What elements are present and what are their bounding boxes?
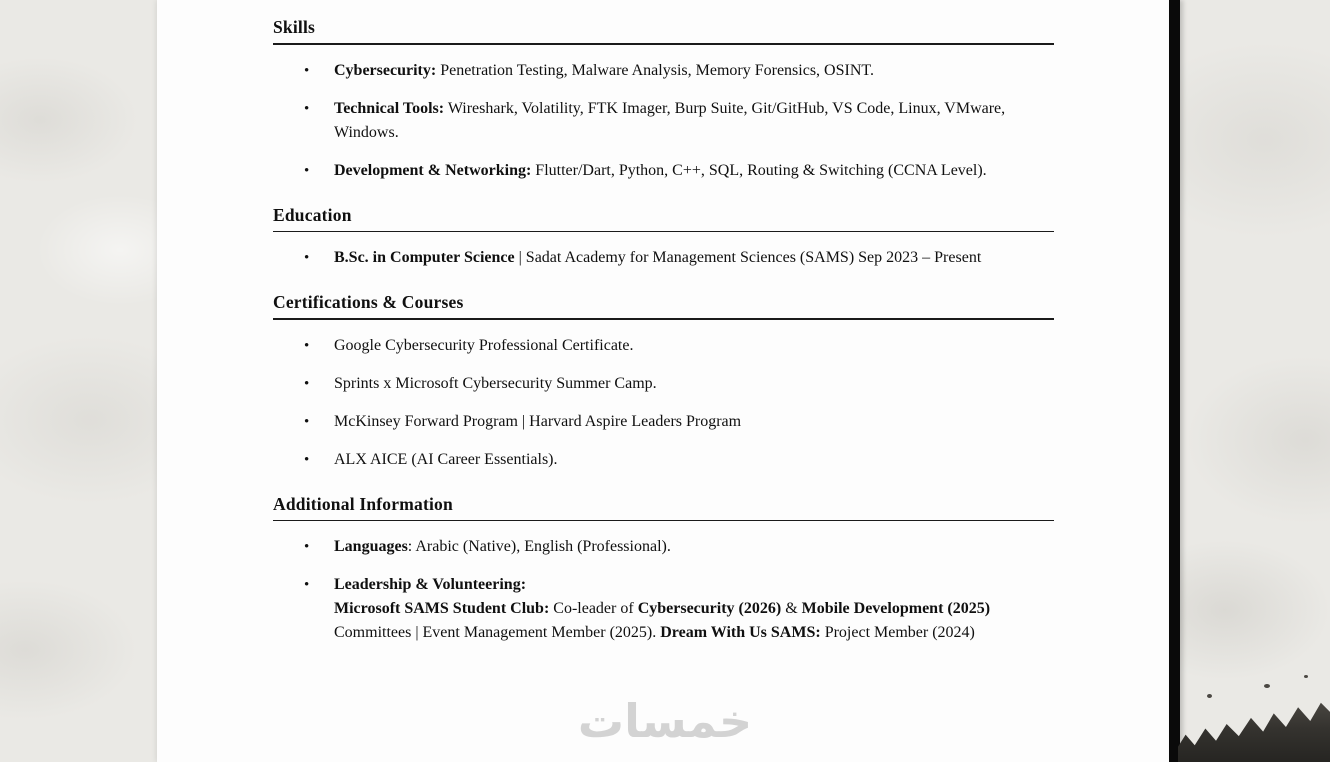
- certifications-list: [273, 334, 1054, 472]
- section-certifications: [273, 292, 1054, 472]
- skill-detail-text: Penetration Testing, Malware Analysis, Memory Forensics, OSINT.: [436, 61, 874, 79]
- degree-label: B.Sc. in Computer Science: [334, 249, 515, 267]
- paper-speck: [1264, 684, 1270, 688]
- leadership-segment: Project Member (2024): [820, 624, 975, 642]
- list-item: [273, 97, 1054, 145]
- section-divider: [273, 318, 1054, 320]
- leadership-paragraph: [334, 597, 1054, 645]
- skill-category-label: Technical Tools:: [334, 99, 445, 117]
- section-title-education: Education: [273, 204, 352, 225]
- list-item: [273, 573, 1054, 645]
- leadership-segment: Microsoft SAMS Student Club:: [334, 600, 550, 618]
- section-divider: [273, 520, 1054, 522]
- section-divider: [273, 43, 1054, 45]
- paper-speck: [1304, 675, 1308, 678]
- skills-list: [273, 59, 1054, 183]
- education-list: [273, 246, 1054, 270]
- languages-label: Languages: [334, 538, 408, 556]
- list-item: [273, 372, 1054, 396]
- section-skills: [273, 17, 1054, 183]
- leadership-segment: Cybersecurity (2026): [637, 600, 782, 618]
- section-divider: [273, 231, 1054, 233]
- bullet-icon: •: [304, 100, 310, 117]
- leadership-segment: Dream With Us SAMS:: [660, 624, 821, 642]
- languages-text: : Arabic (Native), English (Professional).: [407, 538, 671, 556]
- bullet-icon: •: [304, 250, 310, 267]
- skill-category-label: Development & Networking:: [334, 161, 532, 179]
- paper-speck: [1207, 694, 1212, 698]
- leadership-segment: Mobile Development (2025): [801, 600, 991, 618]
- section-title-skills: Skills: [273, 17, 316, 37]
- list-item: [273, 59, 1054, 83]
- certification-text: Sprints x Microsoft Cybersecurity Summer Camp.: [334, 374, 657, 392]
- list-item: [273, 334, 1054, 358]
- bullet-icon: •: [304, 539, 310, 556]
- certification-text: Google Cybersecurity Professional Certificate.: [334, 336, 634, 354]
- bullet-icon: •: [304, 577, 310, 594]
- skill-detail-text: Flutter/Dart, Python, C++, SQL, Routing & Switching (CCNA Level).: [531, 161, 987, 179]
- watermark-text: خمسات: [577, 694, 753, 748]
- page-edge-black-bar: [1169, 0, 1180, 762]
- degree-detail-text: | Sadat Academy for Management Sciences (SAMS) Sep 2023 – Present: [514, 249, 982, 267]
- torn-paper-corner: [1178, 686, 1330, 762]
- certification-text: ALX AICE (AI Career Essentials).: [334, 450, 558, 468]
- list-item: [273, 535, 1054, 559]
- bullet-icon: •: [304, 162, 310, 179]
- leadership-segment: Co-leader of: [549, 600, 638, 618]
- list-item: [273, 159, 1054, 183]
- leadership-segment: &: [781, 600, 802, 618]
- resume-content: [273, 17, 1054, 645]
- section-title-certifications: Certifications & Courses: [273, 292, 464, 313]
- bullet-icon: •: [304, 62, 310, 79]
- section-additional: [273, 494, 1054, 646]
- bullet-icon: •: [304, 451, 310, 468]
- additional-list: [273, 535, 1054, 645]
- leadership-heading: Leadership & Volunteering:: [334, 576, 527, 594]
- skill-detail-text: Wireshark, Volatility, FTK Imager, Burp Suite, Git/GitHub, VS Code, Linux, VMware, Windows.: [334, 99, 1006, 141]
- skill-category-label: Cybersecurity:: [334, 61, 437, 79]
- certification-text: McKinsey Forward Program | Harvard Aspire Leaders Program: [334, 412, 742, 430]
- bullet-icon: •: [304, 337, 310, 354]
- list-item: [273, 246, 1054, 270]
- section-education: [273, 205, 1054, 271]
- bullet-icon: •: [304, 375, 310, 392]
- bullet-icon: •: [304, 413, 310, 430]
- resume-page: [157, 0, 1170, 762]
- leadership-segment: Committees | Event Management Member (2025).: [334, 624, 661, 642]
- section-title-additional: Additional Information: [273, 493, 453, 514]
- list-item: [273, 448, 1054, 472]
- list-item: [273, 410, 1054, 434]
